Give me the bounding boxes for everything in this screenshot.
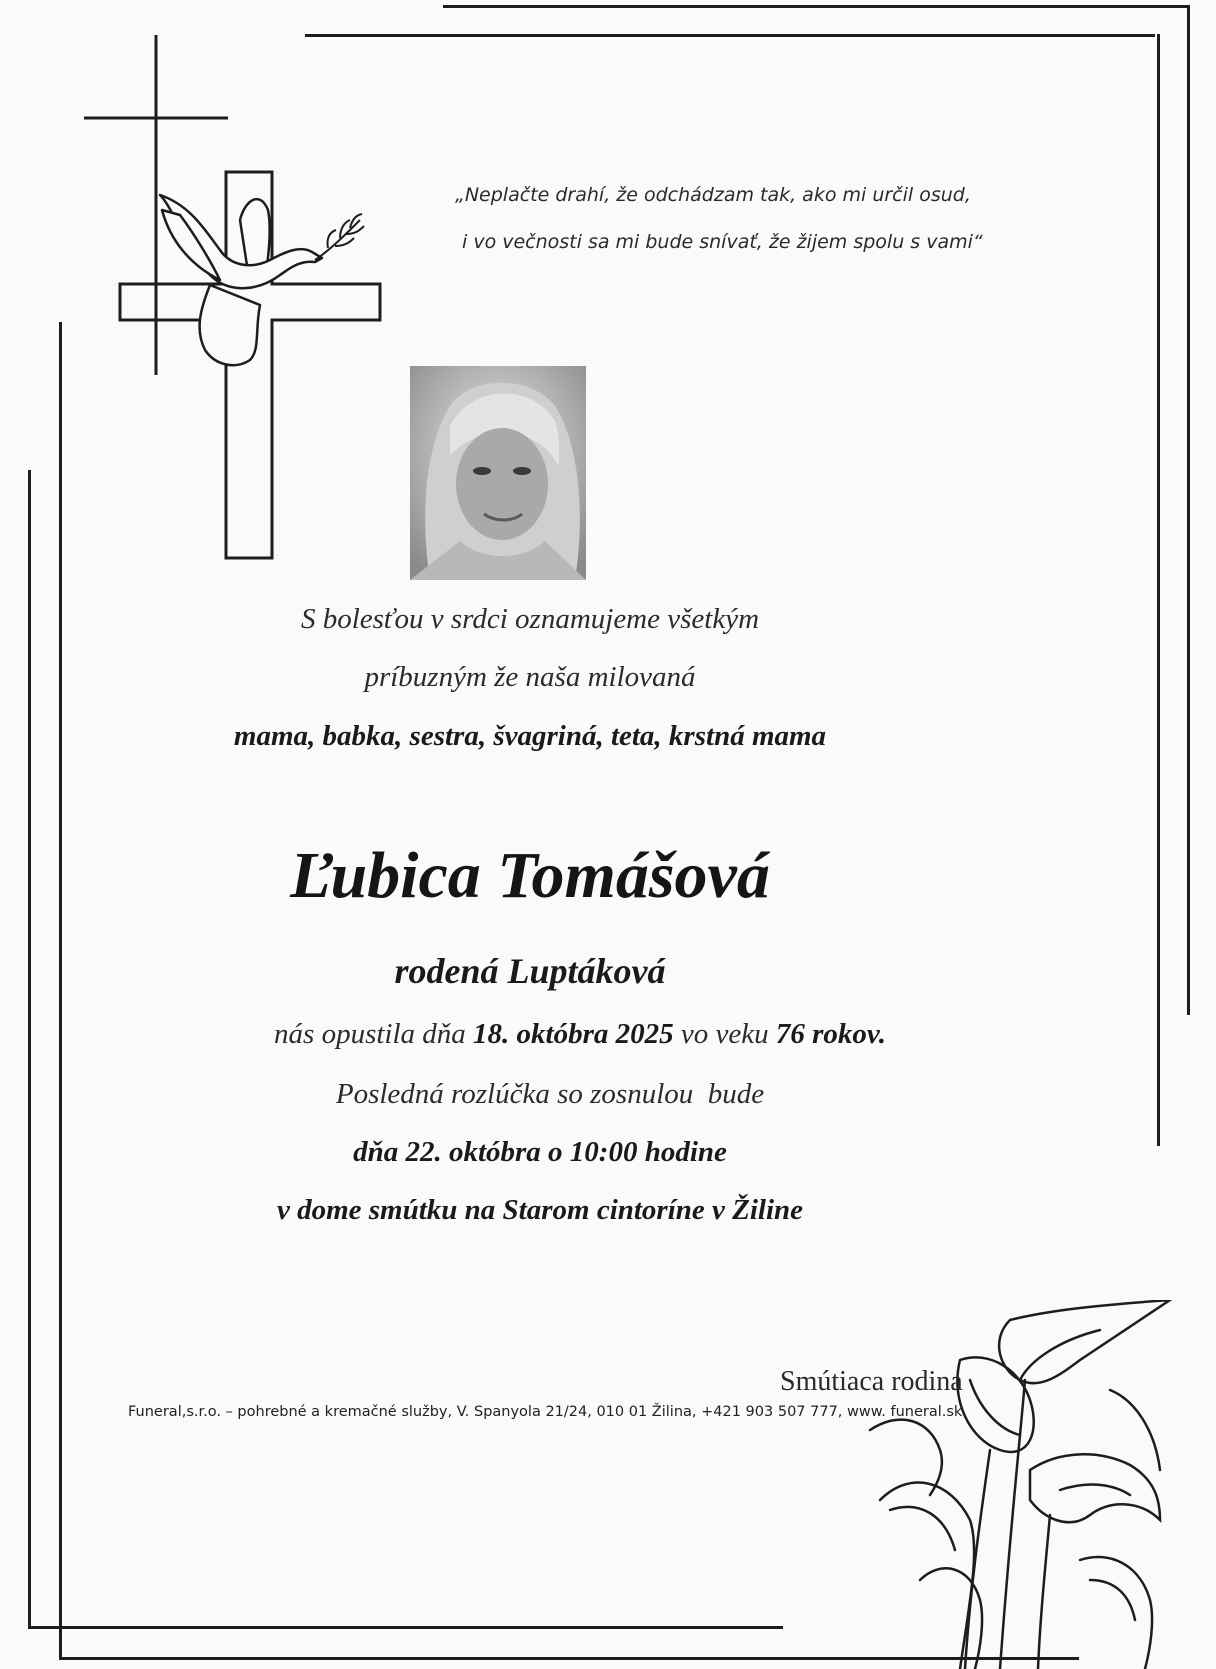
portrait-photo — [410, 366, 586, 580]
maiden-name: rodená Luptáková — [394, 951, 666, 991]
frame-left-outer — [28, 470, 31, 1628]
quote-line-1: „Neplačte drahí, že odchádzam tak, ako mi určil osud, — [455, 184, 971, 206]
farewell-where: v dome smútku na Starom cintoríne v Žiline — [276, 1194, 804, 1226]
announcement-line-2: príbuzným že naša milovaná — [364, 661, 696, 693]
quote-line-2: i vo večnosti sa mi bude snívať, že žijem spolu s vami“ — [462, 231, 983, 253]
death-date: 18. októbra 2025 — [473, 1018, 674, 1050]
footer-contact: Funeral,s.r.o. – pohrebné a kremačné služby, V. Spanyola 21/24, 010 01 Žilina, +421 903 507 777, www. funeral.sk — [128, 1404, 963, 1420]
death-middle: vo veku — [680, 1018, 769, 1050]
frame-bottom-inner — [28, 1626, 783, 1629]
farewell-when: dňa 22. októbra o 10:00 hodine — [353, 1136, 727, 1168]
frame-top-inner — [305, 34, 1155, 37]
death-age: 76 rokov. — [775, 1018, 886, 1050]
announcement-line-1: S bolesťou v srdci oznamujeme všetkým — [300, 603, 760, 635]
death-prefix: nás opustila dňa — [274, 1018, 466, 1050]
farewell-line-1: Posledná rozlúčka so zosnulou bude — [335, 1078, 765, 1110]
relations-line: mama, babka, sestra, švagriná, teta, krstná mama — [233, 720, 827, 752]
frame-top-outer — [443, 5, 1190, 8]
death-line — [130, 1018, 1030, 1051]
deceased-name: Ľubica Tomášová — [290, 839, 770, 912]
calla-lily-icon — [860, 1300, 1180, 1669]
frame-right-outer — [1187, 5, 1190, 1015]
signature: Smútiaca rodina — [780, 1366, 963, 1397]
dove-icon — [150, 180, 380, 400]
frame-right-inner — [1157, 34, 1160, 1146]
